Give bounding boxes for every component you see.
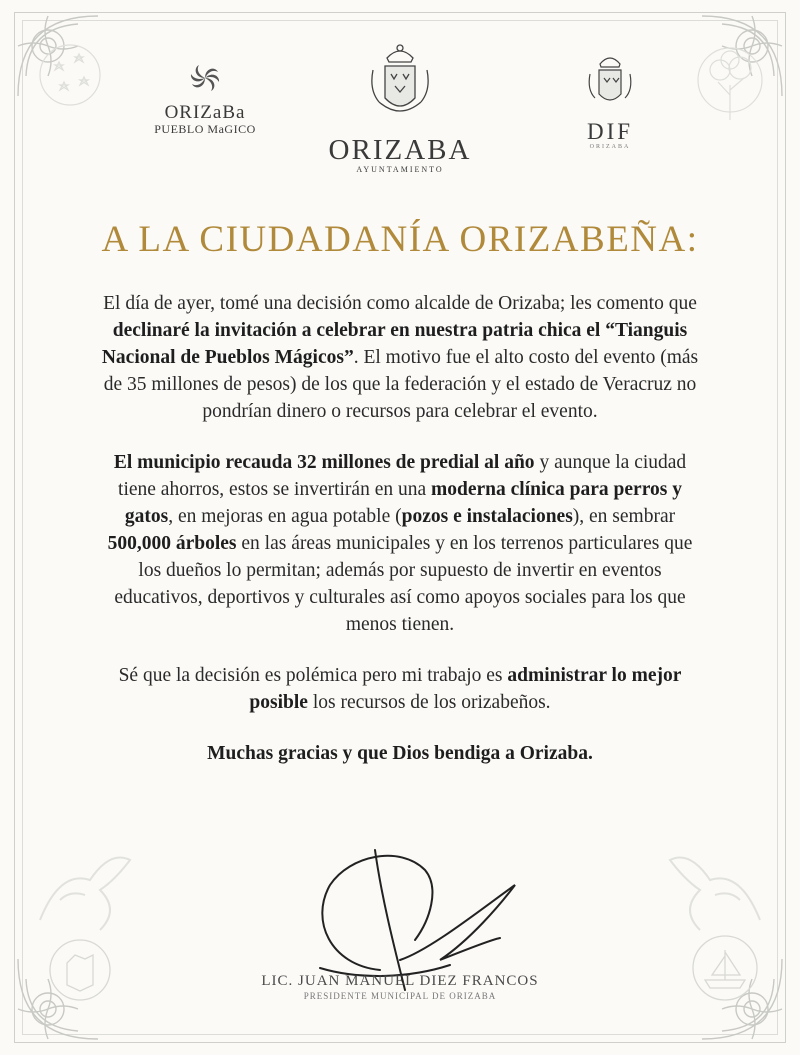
p1-text-a: El día de ayer, tomé una decisión como alcalde de Orizaba; les comento que <box>103 293 697 314</box>
p3-text-c: los recursos de los orizabeños. <box>307 692 551 713</box>
p1-bold-b: declinaré la invitación a celebrar en nuestra patria chica el “Tianguis Nacional de Pueblos Mágicos” <box>101 320 688 368</box>
pueblo-magico-subtitle: PUEBLO MaGICO <box>154 122 256 136</box>
dif-crest-icon <box>585 50 635 116</box>
p2-bold-e: pozos e instalaciones <box>401 506 573 527</box>
dragon-watermark-left-icon <box>30 840 140 940</box>
signatory-name: LIC. JUAN MANUEL DIEZ FRANCOS <box>261 973 539 989</box>
p3-text-a: Sé que la decisión es polémica pero mi trabajo es <box>118 665 508 686</box>
page-title: A LA CIUDADANÍA ORIZABEÑA: <box>101 219 699 260</box>
p2-text-h: en las áreas municipales y en los terrenos particulares que los dueños lo permitan; además por supuesto de invertir en eventos educativos, deportivos y culturales así como apoyos sociales para los que menos tienen. <box>114 533 693 635</box>
ayuntamiento-title: ORIZABA <box>328 134 472 166</box>
p3-bold-b: administrar lo mejor posible <box>249 665 682 713</box>
dif-logo <box>570 50 650 151</box>
letter-body <box>100 290 700 791</box>
p2-text-d: , en mejoras en agua potable ( <box>168 506 402 527</box>
p2-bold-a: El municipio recauda 32 millones de predial al año <box>113 452 535 473</box>
p1-text-c: . El motivo fue el alto costo del evento (más de 35 millones de pesos) de los que la federación y el estado de Veracruz no pondrían dinero o recursos para celebrar el evento. <box>103 347 699 422</box>
ayuntamiento-logo <box>320 40 480 175</box>
paragraph-2 <box>100 449 700 638</box>
pueblo-magico-title: ORIZaBa <box>164 102 246 123</box>
pueblo-magico-logo <box>150 58 260 135</box>
dif-subtitle: ORIZABA <box>589 144 631 150</box>
paragraph-3 <box>100 662 700 716</box>
p2-text-b: y aunque la ciudad tiene ahorros, estos se invertirán en una <box>118 452 687 500</box>
p4-bold-a: Muchas gracias y que Dios bendiga a Orizaba. <box>207 743 593 764</box>
p2-bold-c: moderna clínica para perros y gatos <box>124 479 682 527</box>
dragon-watermark-right-icon <box>660 840 770 940</box>
tree-watermark-icon <box>690 40 770 130</box>
p2-text-f: ), en sembrar <box>572 506 676 527</box>
star-watermark-icon <box>30 40 110 110</box>
ayuntamiento-subtitle: AYUNTAMIENTO <box>356 165 444 174</box>
coat-of-arms-icon <box>365 40 435 128</box>
paragraph-1 <box>100 290 700 425</box>
paragraph-4 <box>100 740 700 767</box>
signatory-role: PRESIDENTE MUNICIPAL DE ORIZABA <box>303 991 497 1001</box>
swirl-logo-icon <box>185 58 225 98</box>
dif-title: DIF <box>586 119 634 144</box>
p2-bold-g: 500,000 árboles <box>107 533 237 554</box>
